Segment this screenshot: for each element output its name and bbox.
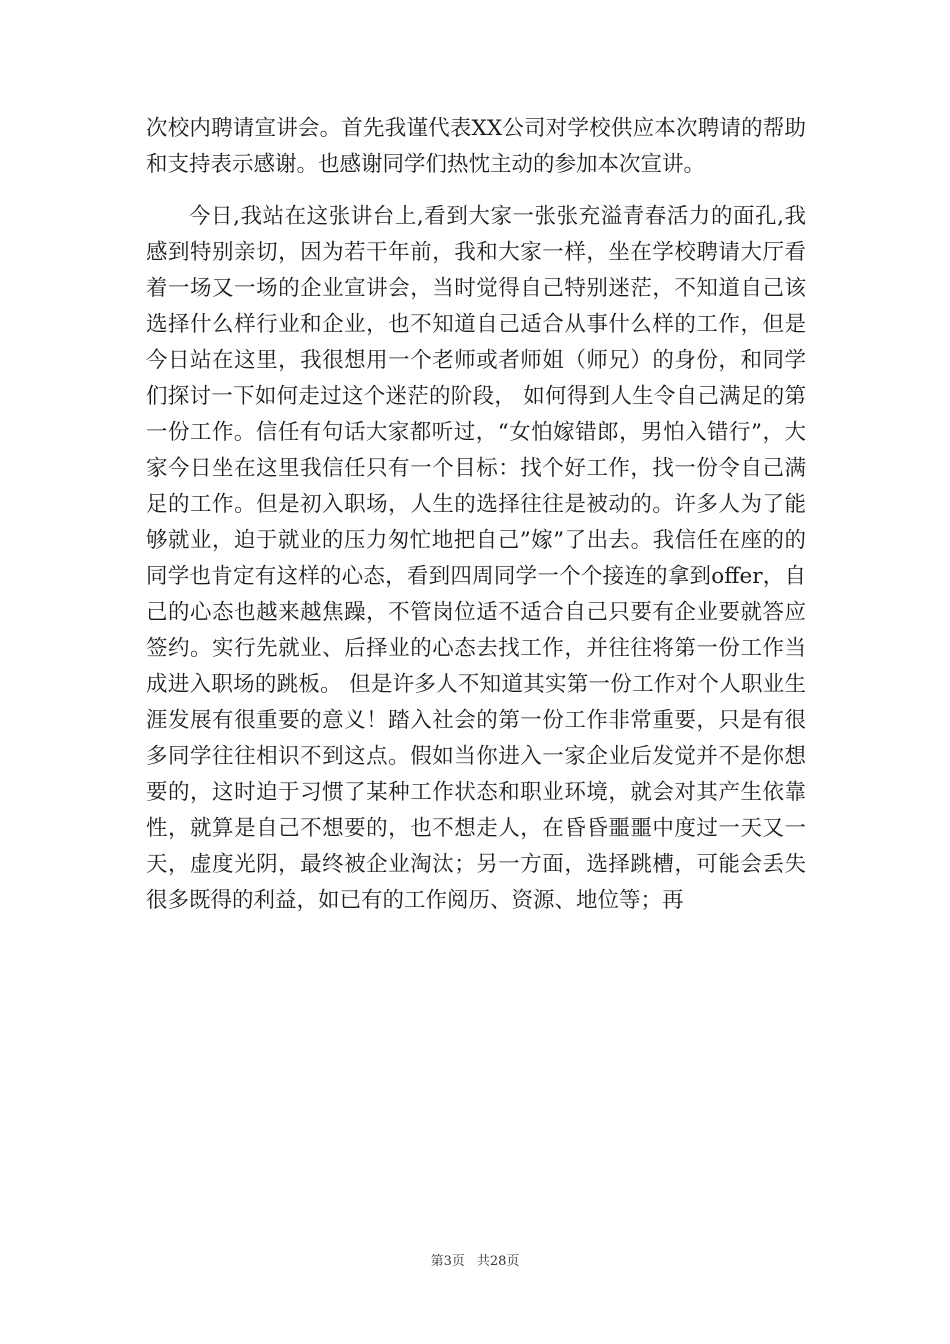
page-footer	[0, 1253, 950, 1271]
paragraph-continuation: 次校内聘请宣讲会。首先我谨代表XX公司对学校供应本次聘请的帮助和支持表示感谢。也感谢同学们热忱主动的参加本次宣讲。	[146, 116, 806, 177]
document-body	[146, 111, 806, 919]
page-number-current: 第3页	[430, 1254, 465, 1269]
paragraph-main: 今日,我站在这张讲台上,看到大家一张张充溢青春活力的面孔,我感到特别亲切，因为若干年前，我和大家一样，坐在学校聘请大厅看着一场又一场的企业宣讲会，当时觉得自己特别迷茫，不知道自己该选择什么样行业和企业，也不知道自己适合从事什么样的工作，但是今日站在这里，我很想用一个老师或者师姐（师兄）的身份，和同学们探讨一下如何走过这个迷茫的阶段， 如何得到人生令自己满足的第一份工作。信任有句话大家都听过，“女怕嫁错郎，男怕入错行”，大家今日坐在这里我信任只有一个目标：找个好工作，找一份令自己满足的工作。但是初入职场，人生的选择往往是被动的。许多人为了能够就业，迫于就业的压力匆忙地把自己”嫁”了出去。我信任在座的的同学也肯定有这样的心态，看到四周同学一个个接连的拿到offer，自己的心态也越来越焦躁，不管岗位适不适合自己只要有企业要就答应签约。实行先就业、后择业的心态去找工作，并往往将第一份工作当成进入职场的跳板。 但是许多人不知道其实第一份工作对个人职业生涯发展有很重要的意义！踏入社会的第一份工作非常重要，只是有很多同学往往相识不到这点。假如当你进入一家企业后发觉并不是你想要的，这时迫于习惯了某种工作状态和职业环境，就会对其产生依靠性，就算是自己不想要的，也不想走人，在昏昏噩噩中度过一天又一天，虚度光阴，最终被企业淘汰；另一方面，选择跳槽，可能会丢失很多既得的利益，如已有的工作阅历、资源、地位等；再	[146, 204, 806, 913]
page-number-total: 共28页	[476, 1254, 520, 1269]
